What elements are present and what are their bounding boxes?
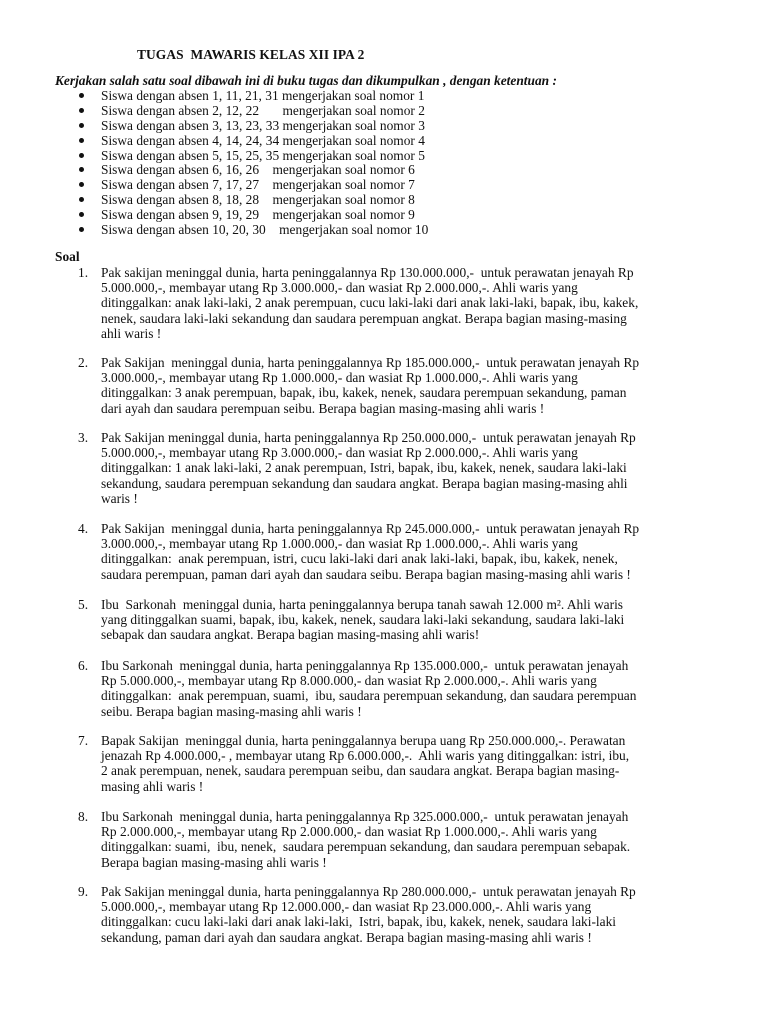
assignment-text: Siswa dengan absen 3, 13, 23, 33 mengerjakan soal nomor 3 xyxy=(101,117,425,133)
bullet-icon xyxy=(79,153,84,158)
question-text-line: ahli waris ! xyxy=(101,325,162,341)
assignment-text: Siswa dengan absen 8, 18, 28 mengerjakan soal nomor 8 xyxy=(101,192,415,208)
bullet-icon xyxy=(79,108,84,113)
question-text-line: Bapak Sakijan meninggal dunia, harta peninggalannya berupa uang Rp 250.000.000,-. Perawatan xyxy=(101,733,626,748)
assignment-text: Siswa dengan absen 6, 16, 26 mengerjakan soal nomor 6 xyxy=(101,162,415,178)
question-text-line: dari ayah dan saudara perempuan seibu. Berapa bagian masing-masing ahli waris ! xyxy=(101,400,545,416)
bullet-icon xyxy=(79,212,84,217)
assignment-text: Siswa dengan absen 5, 15, 25, 35 mengerjakan soal nomor 5 xyxy=(101,147,425,163)
question-number: 1. xyxy=(78,265,89,280)
bullet-icon xyxy=(79,227,84,232)
question-text-line: Ibu Sarkonah meninggal dunia, harta peninggalannya Rp 135.000.000,- untuk perawatan jenayah xyxy=(101,658,629,673)
question-text-line: Pak Sakijan meninggal dunia, harta peninggalannya Rp 280.000.000,- untuk perawatan jenayah Rp xyxy=(101,884,636,899)
page-title: TUGAS MAWARIS KELAS XII IPA 2 xyxy=(137,47,365,62)
assignment-text: Siswa dengan absen 7, 17, 27 mengerjakan soal nomor 7 xyxy=(101,177,415,193)
question-text-line: ditinggalkan: anak laki-laki, 2 anak perempuan, cucu laki-laki dari anak laki-laki, bapak, ibu, kakek, xyxy=(101,295,639,311)
question-text-line: ditinggalkan: cucu laki-laki dari anak laki-laki, Istri, bapak, ibu, kakek, nenek, saudara laki-laki xyxy=(101,914,616,930)
question-number: 8. xyxy=(78,809,89,824)
question-text-line: Ibu Sarkonah meninggal dunia, harta peninggalannya Rp 325.000.000,- untuk perawatan jenayah xyxy=(101,809,629,824)
question-number: 6. xyxy=(78,658,89,673)
question-text-line: seibu. Berapa bagian masing-masing ahli waris ! xyxy=(101,703,362,719)
question-text-line: ditinggalkan: 1 anak laki-laki, 2 anak perempuan, Istri, bapak, ibu, kakek, nenek, saudara laki-laki xyxy=(101,460,627,476)
bullet-icon xyxy=(79,138,84,143)
assignment-item xyxy=(0,103,768,118)
question-text-line: 3.000.000,-, membayar utang Rp 1.000.000,- dan wasiat Rp 1.000.000,-. Ahli waris yang xyxy=(101,536,578,552)
bullet-icon xyxy=(79,182,84,187)
assignment-item xyxy=(0,192,768,207)
question-text-line: Pak Sakijan meninggal dunia, harta peninggalannya Rp 250.000.000,- untuk perawatan jenayah Rp xyxy=(101,430,636,445)
question-text-line: sekandung, paman dari ayah dan saudara angkat. Berapa bagian masing-masing ahli waris ! xyxy=(101,929,592,945)
assignment-text: Siswa dengan absen 10, 20, 30 mengerjakan soal nomor 10 xyxy=(101,222,429,238)
assignment-item xyxy=(0,207,768,222)
assignment-item xyxy=(0,133,768,148)
bullet-icon xyxy=(79,197,84,202)
question-number: 7. xyxy=(78,733,89,748)
instruction-text: Kerjakan salah satu soal dibawah ini di buku tugas dan dikumpulkan , dengan ketentuan : xyxy=(55,73,557,88)
question-text-line: ditinggalkan: 3 anak perempuan, bapak, ibu, kakek, nenek, saudara perempuan sekandung, paman xyxy=(101,385,627,401)
question-text-line: Berapa bagian masing-masing ahli waris ! xyxy=(101,854,327,870)
question-text-line: 3.000.000,-, membayar utang Rp 1.000.000,- dan wasiat Rp 1.000.000,-. Ahli waris yang xyxy=(101,370,578,386)
assignment-item xyxy=(0,118,768,133)
bullet-icon xyxy=(79,167,84,172)
question-text-line: 2 anak perempuan, nenek, saudara perempuan seibu, dan saudara angkat. Berapa bagian masing- xyxy=(101,763,620,779)
question-text-line: Ibu Sarkonah meninggal dunia, harta peninggalannya berupa tanah sawah 12.000 m². Ahli waris xyxy=(101,597,624,612)
question-text-line: Pak sakijan meninggal dunia, harta peninggalannya Rp 130.000.000,- untuk perawatan jenayah Rp xyxy=(101,265,634,280)
question-text-line: masing ahli waris ! xyxy=(101,778,204,794)
assignment-text: Siswa dengan absen 4, 14, 24, 34 mengerjakan soal nomor 4 xyxy=(101,132,425,148)
question-text-line: ditinggalkan: anak perempuan, istri, cucu laki-laki dari anak laki-laki, bapak, ibu, kakek, nenek, xyxy=(101,551,618,567)
assignment-list xyxy=(0,88,768,237)
question-text-line: Pak Sakijan meninggal dunia, harta peninggalannya Rp 245.000.000,- untuk perawatan jenayah Rp xyxy=(101,521,640,536)
bullet-icon xyxy=(79,123,84,128)
assignment-text: Siswa dengan absen 1, 11, 21, 31 mengerjakan soal nomor 1 xyxy=(101,88,425,103)
question-text-line: ditinggalkan: anak perempuan, suami, ibu, saudara perempuan sekandung, dan saudara perempuan xyxy=(101,688,637,704)
question-number: 3. xyxy=(78,430,89,445)
assignment-text: Siswa dengan absen 9, 19, 29 mengerjakan soal nomor 9 xyxy=(101,207,415,223)
assignment-item xyxy=(0,222,768,237)
question-text-line: jenazah Rp 4.000.000,- , membayar utang Rp 6.000.000,-. Ahli waris yang ditinggalkan: istri, ibu, xyxy=(101,748,630,764)
question-number: 5. xyxy=(78,597,89,612)
bullet-icon xyxy=(79,93,84,98)
question-text-line: ditinggalkan: suami, ibu, nenek, saudara perempuan sekandung, dan saudara perempuan sebapak. xyxy=(101,839,631,855)
question-text-line: saudara perempuan, paman dari ayah dan saudara seibu. Berapa bagian masing-masing ahli waris ! xyxy=(101,566,631,582)
soal-heading: Soal xyxy=(55,249,80,264)
question-text-line: 5.000.000,-, membayar utang Rp 3.000.000,- dan wasiat Rp 2.000.000,-. Ahli waris yang xyxy=(101,445,578,461)
question-number: 9. xyxy=(78,884,89,899)
assignment-item xyxy=(0,162,768,177)
assignment-item xyxy=(0,148,768,163)
assignment-text: Siswa dengan absen 2, 12, 22 mengerjakan soal nomor 2 xyxy=(101,102,425,118)
question-text-line: waris ! xyxy=(101,490,138,506)
question-text-line: nenek, saudara laki-laki sekandung dan saudara perempuan angkat. Berapa bagian masing-masing xyxy=(101,310,627,326)
question-text-line: yang ditinggalkan suami, bapak, ibu, kakek, nenek, saudara laki-laki sekandung, saudara laki-laki xyxy=(101,612,625,628)
question-number: 4. xyxy=(78,521,89,536)
question-text-line: sekandung, saudara perempuan sekandung dan saudara angkat. Berapa bagian masing-masing ahli xyxy=(101,475,628,491)
question-text-line: Rp 5.000.000,-, membayar utang Rp 8.000.000,- dan wasiat Rp 2.000.000,-. Ahli waris yang xyxy=(101,673,597,689)
question-text-line: 5.000.000,-, membayar utang Rp 12.000.000,- dan wasiat Rp 23.000.000,-. Ahli waris yang xyxy=(101,899,592,915)
question-text-line: Pak Sakijan meninggal dunia, harta peninggalannya Rp 185.000.000,- untuk perawatan jenayah Rp xyxy=(101,355,640,370)
question-number: 2. xyxy=(78,355,89,370)
assignment-item xyxy=(0,88,768,103)
assignment-item xyxy=(0,177,768,192)
question-text-line: 5.000.000,-, membayar utang Rp 3.000.000,- dan wasiat Rp 2.000.000,-. Ahli waris yang xyxy=(101,280,578,296)
question-text-line: sebapak dan saudara angkat. Berapa bagian masing-masing ahli waris! xyxy=(101,627,480,643)
question-text-line: Rp 2.000.000,-, membayar utang Rp 2.000.000,- dan wasiat Rp 1.000.000,-. Ahli waris yang xyxy=(101,824,597,840)
